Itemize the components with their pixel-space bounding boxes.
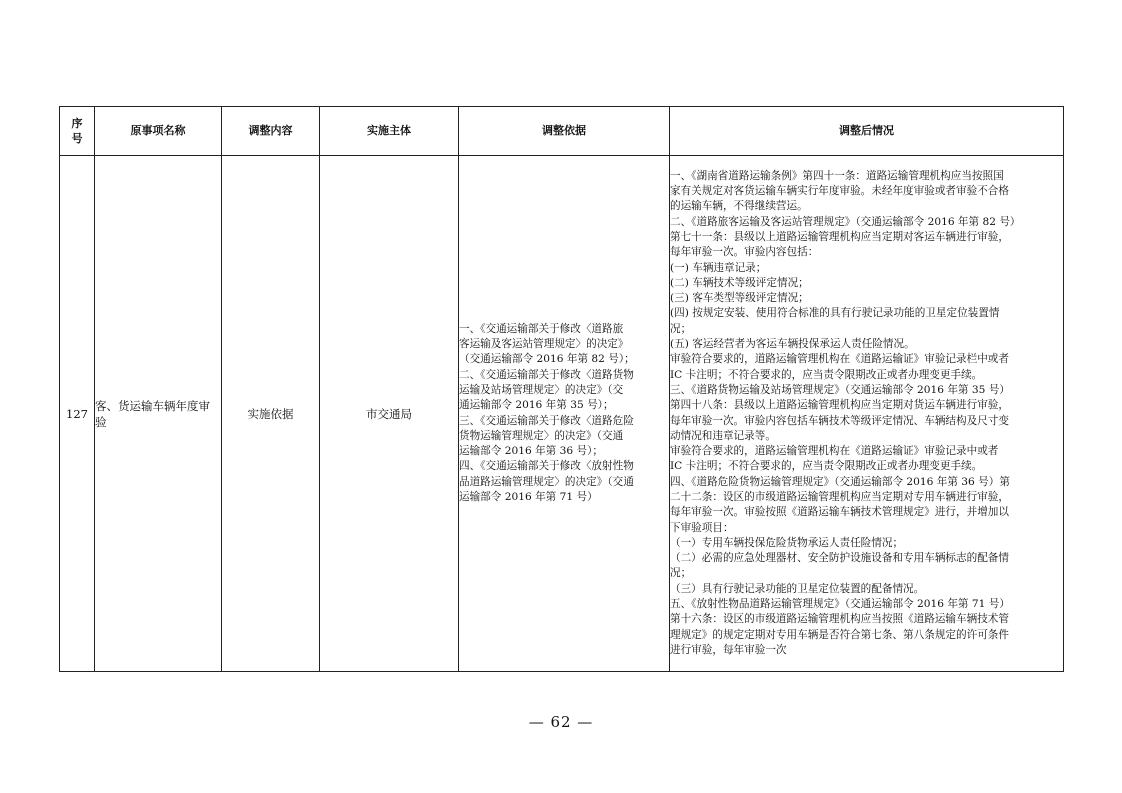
cell-adjust-content: 实施依据 — [222, 156, 320, 672]
after-line: 家有关规定对客货运输车辆实行年度审验。未经年度审验或者审验不合格 — [670, 185, 1009, 198]
page-number: — 62 — — [528, 713, 594, 731]
after-line: 第四十八条：县级以上道路运输管理机构应当定期对货运车辆进行审验， — [670, 399, 1009, 412]
basis-line: 运输部令 2016 年第 36 号）； — [459, 445, 603, 458]
after-line: 动情况和违章记录等。 — [670, 429, 776, 442]
basis-line: （交通运输部令 2016 年第 82 号）； — [459, 353, 635, 366]
after-line: 进行审验，每年审验一次 — [670, 643, 787, 656]
after-line: 的运输车辆，不得继续营运。 — [670, 200, 808, 213]
after-line: (三) 客车类型等级评定情况； — [670, 292, 809, 305]
basis-line: 通运输部令 2016 年第 35 号）； — [459, 399, 614, 412]
after-line: 理规定》的规定定期对专用车辆是否符合第七条、第八条规定的许可条件 — [670, 628, 1009, 641]
adjustment-table — [59, 106, 1064, 672]
header-seq — [60, 107, 95, 156]
after-line: 二、《道路旅客运输及客运站管理规定》（交通运输部令 2016 年第 82 号） — [670, 215, 1021, 228]
basis-line: 运输部令 2016 年第 71 号） — [459, 490, 598, 503]
after-line: （二）必需的应急处理器材、安全防护设施设备和专用车辆标志的配备情 — [670, 552, 1009, 565]
cell-seq: 127 — [60, 156, 95, 672]
header-seq-text: 序号 — [71, 117, 83, 145]
basis-line: 二、《交通运输部关于修改〈道路货物 — [459, 368, 634, 381]
after-line: (一) 车辆违章记录； — [670, 261, 767, 274]
cell-subject: 市交通局 — [320, 156, 459, 672]
header-subject: 实施主体 — [320, 107, 459, 156]
after-line: 每年审验一次。审验按照《道路运输车辆技术管理规定》进行，并增加以 — [670, 506, 1009, 519]
basis-line: 运输及站场管理规定〉的决定》（交 — [459, 383, 624, 396]
header-adjust-content: 调整内容 — [222, 107, 320, 156]
after-line: （一）专用车辆投保危险货物承运人责任险情况； — [670, 536, 904, 549]
after-line: 二十二条：设区的市级道路运输管理机构应当定期对专用车辆进行审验， — [670, 490, 1009, 503]
after-line: (二) 车辆技术等级评定情况； — [670, 276, 809, 289]
basis-line: 品道路运输管理规定〉的决定》（交通 — [459, 475, 634, 488]
after-line: (五) 客运经营者为客运车辆投保承运人责任险情况。 — [670, 338, 915, 351]
header-basis: 调整依据 — [459, 107, 670, 156]
header-original-item: 原事项名称 — [95, 107, 222, 156]
table-row — [60, 156, 1064, 672]
cell-basis — [459, 156, 670, 672]
after-line: IC 卡注明；不符合要求的，应当责令限期改正或者办理变更手续。 — [670, 368, 983, 381]
after-line: 审验符合要求的，道路运输管理机构在《道路运输证》审验记录中或者 — [670, 445, 999, 458]
after-line: 四、《道路危险货物运输管理规定》（交通运输部令 2016 年第 36 号）第 — [670, 475, 1010, 488]
basis-line: 一、《交通运输部关于修改〈道路旅 — [459, 322, 624, 335]
after-line: 第七十一条：县级以上道路运输管理机构应当定期对客运车辆进行审验， — [670, 230, 1009, 243]
after-line: 每年审验一次。审验内容包括： — [670, 246, 819, 259]
cell-original-item: 客、货运输车辆年度审验 — [95, 156, 222, 672]
basis-line: 客运输及客运站管理规定〉的决定》 — [459, 338, 629, 351]
after-line: 下审验项目： — [670, 521, 734, 534]
after-line: (四) 按规定安装、使用符合标准的具有行驶记录功能的卫星定位装置情 — [670, 307, 1000, 320]
after-line: （三）具有行驶记录功能的卫星定位装置的配备情况。 — [670, 582, 925, 595]
after-line: 三、《道路货物运输及站场管理规定》（交通运输部令 2016 年第 35 号） — [670, 383, 1010, 396]
after-line: 一、《湖南省道路运输条例》第四十一条：道路运输管理机构应当按照国 — [670, 169, 1004, 182]
after-line: 审验符合要求的，道路运输管理机构在《道路运输证》审验记录栏中或者 — [670, 353, 1009, 366]
after-line: 况； — [670, 567, 692, 580]
cell-after — [670, 156, 1064, 672]
header-after: 调整后情况 — [670, 107, 1064, 156]
after-line: 第十六条：设区的市级道路运输管理机构应当按照《道路运输车辆技术管 — [670, 613, 1009, 626]
after-line: 况； — [670, 322, 692, 335]
basis-line: 三、《交通运输部关于修改〈道路危险 — [459, 414, 634, 427]
after-line: IC 卡注明；不符合要求的，应当责令限期改正或者办理变更手续。 — [670, 460, 983, 473]
table-header-row — [60, 107, 1064, 156]
after-line: 每年审验一次。审验内容包括车辆技术等级评定情况、车辆结构及尺寸变 — [670, 414, 1009, 427]
basis-line: 四、《交通运输部关于修改〈放射性物 — [459, 460, 634, 473]
basis-line: 货物运输管理规定〉的决定》（交通 — [459, 429, 624, 442]
after-line: 五、《放射性物品道路运输管理规定》（交通运输部令 2016 年第 71 号） — [670, 598, 1010, 611]
